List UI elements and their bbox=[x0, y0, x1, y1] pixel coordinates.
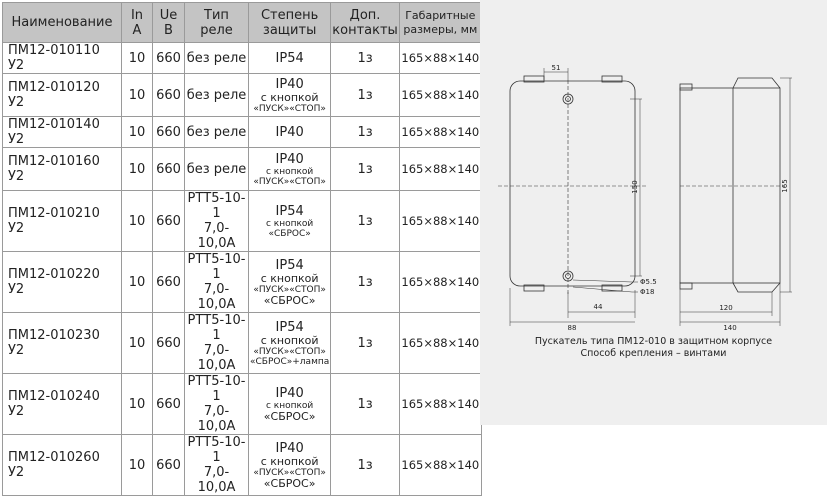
header-name: Наименование bbox=[3, 3, 122, 43]
cell-contacts: 1з bbox=[331, 74, 400, 117]
cell-dims: 165×88×140 bbox=[399, 374, 481, 435]
cell-ue: 660 bbox=[153, 374, 185, 435]
cell-name: ПМ12-010220 У2 bbox=[3, 252, 122, 313]
table-row bbox=[3, 74, 482, 117]
cell-dims: 165×88×140 bbox=[399, 117, 481, 148]
cell-protection: IP54 с кнопкой «СБРОС» bbox=[249, 191, 331, 252]
drawing-caption-mounting: Способ крепления – винтами bbox=[580, 348, 727, 359]
cell-protection: IP40 с кнопкой «ПУСК»«СТОП» bbox=[249, 148, 331, 191]
cell-relay: без реле bbox=[185, 148, 249, 191]
cell-protection: IP40 с кнопкой «СБРОС» bbox=[249, 374, 331, 435]
cell-contacts: 1з bbox=[331, 252, 400, 313]
cell-relay: РТТ5-10-1 7,0-10,0А bbox=[185, 191, 249, 252]
cell-in: 10 bbox=[122, 374, 153, 435]
cell-contacts: 1з bbox=[331, 117, 400, 148]
dimension-drawing bbox=[480, 0, 827, 425]
cell-relay: РТТ5-10-1 7,0-10,0А bbox=[185, 435, 249, 496]
cell-ue: 660 bbox=[153, 191, 185, 252]
cell-name: ПМ12-010260 У2 bbox=[3, 435, 122, 496]
cell-protection: IP40 bbox=[249, 117, 331, 148]
dim-top-width: 51 bbox=[551, 64, 561, 72]
cell-contacts: 1з bbox=[331, 148, 400, 191]
front-view-outline bbox=[510, 81, 635, 286]
side-view-outline bbox=[680, 88, 780, 283]
cell-in: 10 bbox=[122, 435, 153, 496]
cell-ue: 660 bbox=[153, 313, 185, 374]
cell-dims: 165×88×140 bbox=[399, 148, 481, 191]
cell-dims: 165×88×140 bbox=[399, 43, 481, 74]
cell-in: 10 bbox=[122, 74, 153, 117]
cell-in: 10 bbox=[122, 43, 153, 74]
cell-dims: 165×88×140 bbox=[399, 252, 481, 313]
cell-relay: без реле bbox=[185, 43, 249, 74]
drawing-caption-title: Пускатель типа ПМ12-010 в защитном корпусе bbox=[534, 336, 773, 347]
cell-name: ПМ12-010210 У2 bbox=[3, 191, 122, 252]
cell-name: ПМ12-010120 У2 bbox=[3, 74, 122, 117]
cell-in: 10 bbox=[122, 191, 153, 252]
dim-boss: Φ18 bbox=[640, 288, 655, 296]
table-header-row bbox=[3, 3, 482, 43]
cell-in: 10 bbox=[122, 117, 153, 148]
header-relay: Тип реле bbox=[185, 3, 249, 43]
cell-relay: РТТ5-10-1 7,0-10,0А bbox=[185, 374, 249, 435]
spec-table bbox=[2, 2, 482, 496]
cell-relay: РТТ5-10-1 7,0-10,0А bbox=[185, 252, 249, 313]
cell-protection: IP54 с кнопкой «ПУСК»«СТОП» «СБРОС» bbox=[249, 252, 331, 313]
table-row bbox=[3, 148, 482, 191]
cell-contacts: 1з bbox=[331, 374, 400, 435]
dimension-drawing-panel bbox=[480, 0, 827, 425]
cell-protection: IP54 bbox=[249, 43, 331, 74]
cell-contacts: 1з bbox=[331, 43, 400, 74]
cell-dims: 165×88×140 bbox=[399, 435, 481, 496]
header-contacts: Доп. контакты bbox=[331, 3, 400, 43]
cell-ue: 660 bbox=[153, 148, 185, 191]
cell-dims: 165×88×140 bbox=[399, 191, 481, 252]
dim-hole: Φ5.5 bbox=[640, 278, 657, 286]
cell-name: ПМ12-010240 У2 bbox=[3, 374, 122, 435]
header-in: In A bbox=[122, 3, 153, 43]
cell-protection: IP40 с кнопкой «ПУСК»«СТОП» «СБРОС» bbox=[249, 435, 331, 496]
cell-contacts: 1з bbox=[331, 191, 400, 252]
table-row bbox=[3, 117, 482, 148]
cell-in: 10 bbox=[122, 313, 153, 374]
cell-ue: 660 bbox=[153, 435, 185, 496]
cell-dims: 165×88×140 bbox=[399, 74, 481, 117]
cell-relay: РТТ5-10-1 7,0-10,0А bbox=[185, 313, 249, 374]
dim-width-front: 88 bbox=[567, 324, 577, 332]
cell-ue: 660 bbox=[153, 252, 185, 313]
table-row bbox=[3, 374, 482, 435]
cell-in: 10 bbox=[122, 148, 153, 191]
cell-dims: 165×88×140 bbox=[399, 313, 481, 374]
cell-in: 10 bbox=[122, 252, 153, 313]
cell-ue: 660 bbox=[153, 117, 185, 148]
dim-height-side: 165 bbox=[781, 179, 789, 193]
dim-height-front: 150 bbox=[631, 180, 639, 194]
header-dims: Габаритные размеры, мм bbox=[399, 3, 481, 43]
cell-ue: 660 bbox=[153, 74, 185, 117]
table-row bbox=[3, 313, 482, 374]
table-row bbox=[3, 435, 482, 496]
cell-name: ПМ12-010160 У2 bbox=[3, 148, 122, 191]
dim-depth-total: 140 bbox=[723, 324, 737, 332]
cell-contacts: 1з bbox=[331, 435, 400, 496]
dim-depth-base: 120 bbox=[719, 304, 733, 312]
table-row bbox=[3, 191, 482, 252]
cell-protection: IP54 с кнопкой «ПУСК»«СТОП» «СБРОС»+лампа bbox=[249, 313, 331, 374]
cell-ue: 660 bbox=[153, 43, 185, 74]
cell-name: ПМ12-010140 У2 bbox=[3, 117, 122, 148]
cell-relay: без реле bbox=[185, 74, 249, 117]
table-row bbox=[3, 252, 482, 313]
dim-offset: 44 bbox=[593, 303, 603, 311]
cell-relay: без реле bbox=[185, 117, 249, 148]
cell-protection: IP40 с кнопкой «ПУСК»«СТОП» bbox=[249, 74, 331, 117]
cell-name: ПМ12-010230 У2 bbox=[3, 313, 122, 374]
table-row bbox=[3, 43, 482, 74]
header-protection: Степень защиты bbox=[249, 3, 331, 43]
header-ue: Ue B bbox=[153, 3, 185, 43]
side-view-lid bbox=[733, 78, 780, 88]
cell-name: ПМ12-010110 У2 bbox=[3, 43, 122, 74]
cell-contacts: 1з bbox=[331, 313, 400, 374]
